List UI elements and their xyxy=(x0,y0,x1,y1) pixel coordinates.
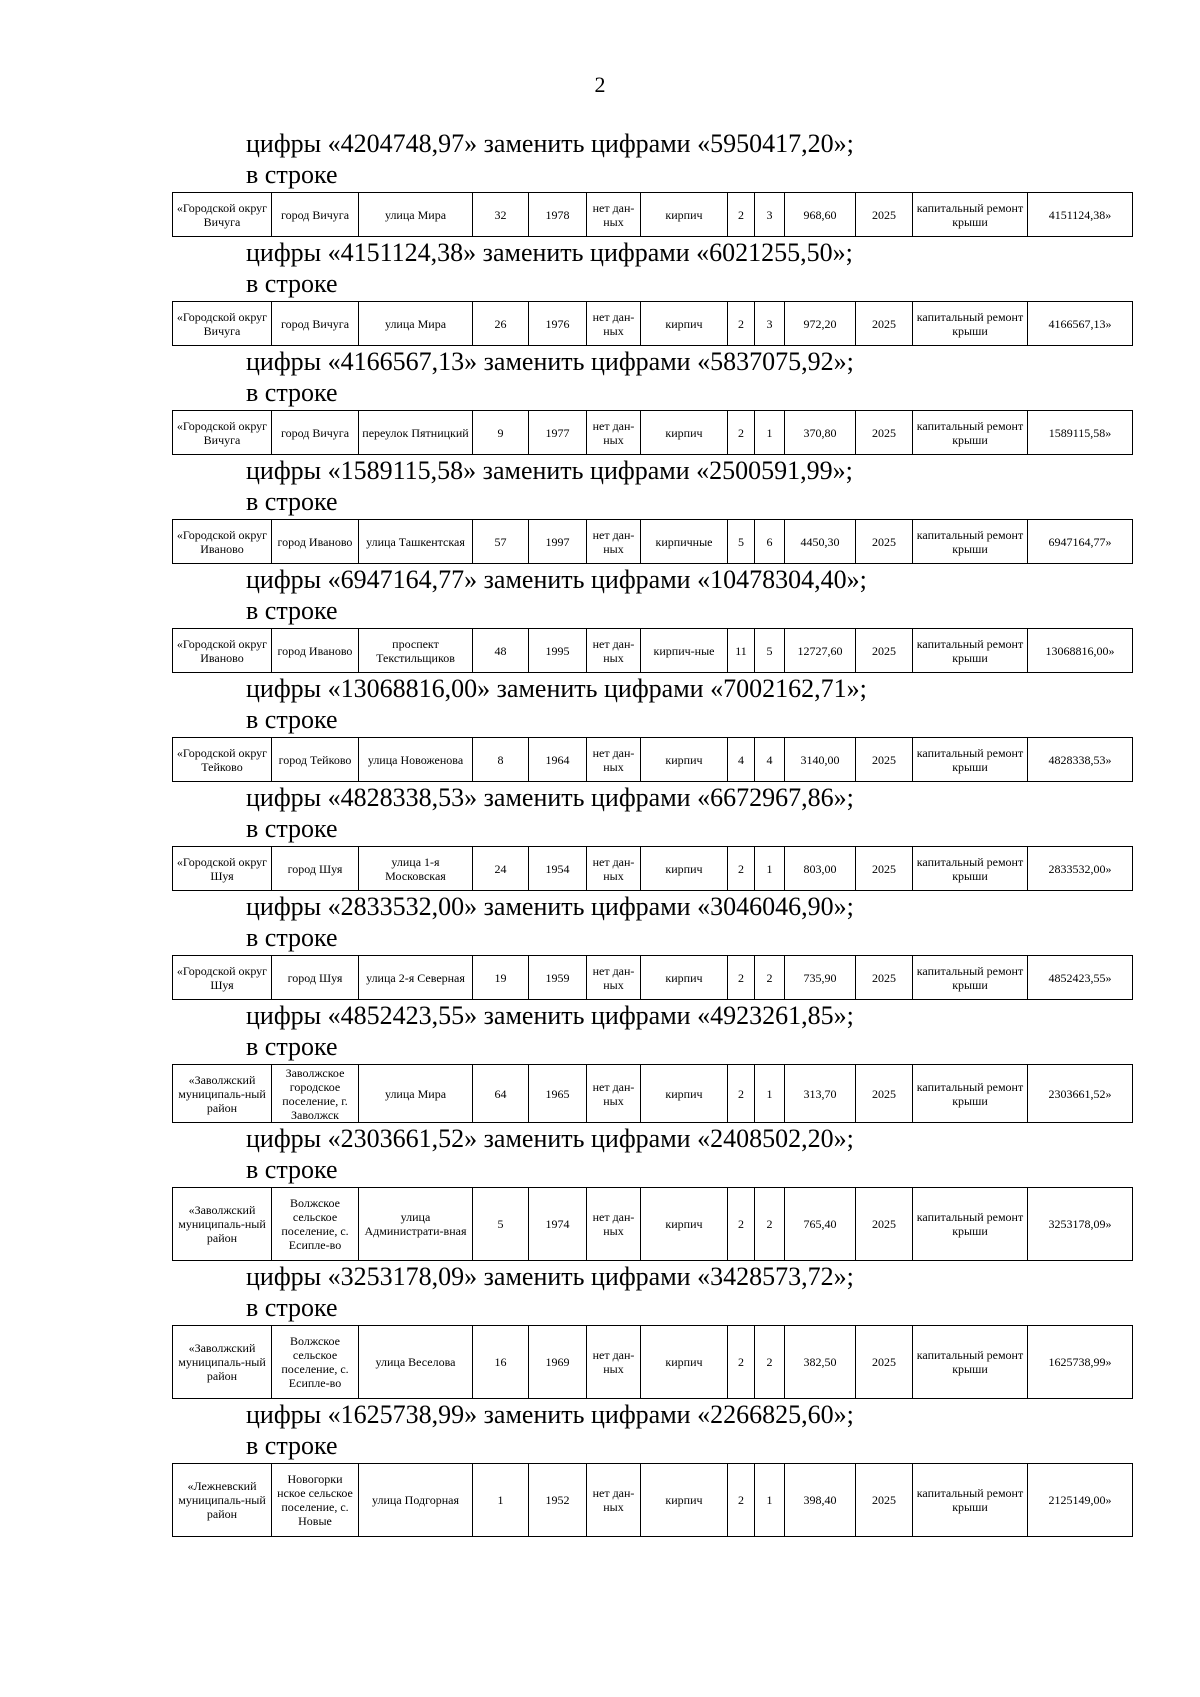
table-row xyxy=(173,193,1133,237)
entrances-cell: 1 xyxy=(755,411,785,455)
entrances-cell: 6 xyxy=(755,520,785,564)
year-built-cell: 1952 xyxy=(529,1464,587,1537)
last-repair-cell: нет дан-ных xyxy=(587,1326,641,1399)
municipality-cell: «Городской округ Шуя xyxy=(173,956,272,1000)
last-repair-cell: нет дан-ных xyxy=(587,411,641,455)
cost-cell: 6947164,77» xyxy=(1028,520,1133,564)
wall-material-cell: кирпич xyxy=(641,302,728,346)
house-row-table xyxy=(172,1187,1133,1261)
street-cell: улица Веселова xyxy=(359,1326,473,1399)
work-type-cell: капитальный ремонт крыши xyxy=(913,847,1028,891)
last-repair-cell: нет дан-ных xyxy=(587,302,641,346)
work-type-cell: капитальный ремонт крыши xyxy=(913,520,1028,564)
house-number-cell: 19 xyxy=(473,956,529,1000)
area-cell: 12727,60 xyxy=(785,629,856,673)
cost-cell: 2125149,00» xyxy=(1028,1464,1133,1537)
last-repair-cell: нет дан-ных xyxy=(587,193,641,237)
work-type-cell: капитальный ремонт крыши xyxy=(913,738,1028,782)
in-row-line: в строке xyxy=(246,596,338,625)
entrances-cell: 3 xyxy=(755,193,785,237)
house-row-table xyxy=(172,192,1133,237)
page-number: 2 xyxy=(594,72,606,97)
street-cell: улица Новоженова xyxy=(359,738,473,782)
document-body xyxy=(0,128,1200,1537)
replacement-line: цифры «1625738,99» заменить цифрами «2266825,60»; xyxy=(246,1400,854,1429)
wall-material-cell: кирпич xyxy=(641,1326,728,1399)
entrances-cell: 2 xyxy=(755,1188,785,1261)
table-row xyxy=(173,411,1133,455)
work-type-cell: капитальный ремонт крыши xyxy=(913,629,1028,673)
house-number-cell: 16 xyxy=(473,1326,529,1399)
replacement-line: цифры «2303661,52» заменить цифрами «2408502,20»; xyxy=(246,1124,854,1153)
street-cell: улица Ташкентская xyxy=(359,520,473,564)
municipality-cell: «Городской округ Иваново xyxy=(173,520,272,564)
floors-cell: 2 xyxy=(728,1326,755,1399)
year-built-cell: 1969 xyxy=(529,1326,587,1399)
area-cell: 765,40 xyxy=(785,1188,856,1261)
cost-cell: 1589115,58» xyxy=(1028,411,1133,455)
repair-year-cell: 2025 xyxy=(856,520,913,564)
settlement-cell: Новогорки нское сельское поселение, с. Новые xyxy=(272,1464,359,1537)
last-repair-cell: нет дан-ных xyxy=(587,738,641,782)
area-cell: 735,90 xyxy=(785,956,856,1000)
area-cell: 382,50 xyxy=(785,1326,856,1399)
work-type-cell: капитальный ремонт крыши xyxy=(913,1464,1028,1537)
municipality-cell: «Городской округ Иваново xyxy=(173,629,272,673)
table-row xyxy=(173,1464,1133,1537)
wall-material-cell: кирпичные xyxy=(641,520,728,564)
work-type-cell: капитальный ремонт крыши xyxy=(913,302,1028,346)
area-cell: 972,20 xyxy=(785,302,856,346)
in-row-line: в строке xyxy=(246,160,338,189)
last-repair-cell: нет дан-ных xyxy=(587,629,641,673)
in-row-line: в строке xyxy=(246,1032,338,1061)
repair-year-cell: 2025 xyxy=(856,629,913,673)
floors-cell: 4 xyxy=(728,738,755,782)
municipality-cell: «Лежневский муниципаль-ный район xyxy=(173,1464,272,1537)
wall-material-cell: кирпич xyxy=(641,411,728,455)
in-row-line: в строке xyxy=(246,487,338,516)
last-repair-cell: нет дан-ных xyxy=(587,1065,641,1123)
house-number-cell: 48 xyxy=(473,629,529,673)
table-row xyxy=(173,520,1133,564)
year-built-cell: 1954 xyxy=(529,847,587,891)
house-row-table xyxy=(172,301,1133,346)
in-row-line: в строке xyxy=(246,705,338,734)
in-row-line: в строке xyxy=(246,269,338,298)
cost-cell: 3253178,09» xyxy=(1028,1188,1133,1261)
floors-cell: 2 xyxy=(728,1464,755,1537)
area-cell: 370,80 xyxy=(785,411,856,455)
floors-cell: 5 xyxy=(728,520,755,564)
cost-cell: 4828338,53» xyxy=(1028,738,1133,782)
municipality-cell: «Городской округ Вичуга xyxy=(173,193,272,237)
cost-cell: 4166567,13» xyxy=(1028,302,1133,346)
floors-cell: 2 xyxy=(728,302,755,346)
municipality-cell: «Заволжский муниципаль-ный район xyxy=(173,1065,272,1123)
cost-cell: 2303661,52» xyxy=(1028,1065,1133,1123)
house-number-cell: 64 xyxy=(473,1065,529,1123)
repair-year-cell: 2025 xyxy=(856,956,913,1000)
house-number-cell: 57 xyxy=(473,520,529,564)
amendment-blocks xyxy=(0,192,1200,1537)
floors-cell: 11 xyxy=(728,629,755,673)
wall-material-cell: кирпич xyxy=(641,738,728,782)
in-row-line: в строке xyxy=(246,923,338,952)
repair-year-cell: 2025 xyxy=(856,193,913,237)
table-row xyxy=(173,847,1133,891)
street-cell: улица 1-я Московская xyxy=(359,847,473,891)
street-cell: улица Администрати-вная xyxy=(359,1188,473,1261)
entrances-cell: 2 xyxy=(755,956,785,1000)
area-cell: 3140,00 xyxy=(785,738,856,782)
wall-material-cell: кирпич xyxy=(641,847,728,891)
repair-year-cell: 2025 xyxy=(856,1464,913,1537)
floors-cell: 2 xyxy=(728,956,755,1000)
entrances-cell: 1 xyxy=(755,1065,785,1123)
entrances-cell: 1 xyxy=(755,847,785,891)
house-number-cell: 24 xyxy=(473,847,529,891)
year-built-cell: 1997 xyxy=(529,520,587,564)
settlement-cell: город Шуя xyxy=(272,956,359,1000)
repair-year-cell: 2025 xyxy=(856,738,913,782)
replacement-line: цифры «3253178,09» заменить цифрами «3428573,72»; xyxy=(246,1262,854,1291)
house-row-table xyxy=(172,410,1133,455)
street-cell: проспект Текстильщиков xyxy=(359,629,473,673)
settlement-cell: город Вичуга xyxy=(272,411,359,455)
last-repair-cell: нет дан-ных xyxy=(587,520,641,564)
floors-cell: 2 xyxy=(728,1188,755,1261)
area-cell: 4450,30 xyxy=(785,520,856,564)
year-built-cell: 1976 xyxy=(529,302,587,346)
replacement-line: цифры «1589115,58» заменить цифрами «2500591,99»; xyxy=(246,456,853,485)
repair-year-cell: 2025 xyxy=(856,1326,913,1399)
last-repair-cell: нет дан-ных xyxy=(587,956,641,1000)
floors-cell: 2 xyxy=(728,847,755,891)
repair-year-cell: 2025 xyxy=(856,411,913,455)
entrances-cell: 2 xyxy=(755,1326,785,1399)
municipality-cell: «Городской округ Шуя xyxy=(173,847,272,891)
in-row-line: в строке xyxy=(246,1155,338,1184)
house-row-table xyxy=(172,955,1133,1000)
repair-year-cell: 2025 xyxy=(856,1065,913,1123)
house-row-table xyxy=(172,1325,1133,1399)
wall-material-cell: кирпич xyxy=(641,1464,728,1537)
wall-material-cell: кирпич-ные xyxy=(641,629,728,673)
table-row xyxy=(173,1326,1133,1399)
cost-cell: 1625738,99» xyxy=(1028,1326,1133,1399)
work-type-cell: капитальный ремонт крыши xyxy=(913,1188,1028,1261)
street-cell: улица Мира xyxy=(359,302,473,346)
cost-cell: 2833532,00» xyxy=(1028,847,1133,891)
area-cell: 313,70 xyxy=(785,1065,856,1123)
replacement-line: цифры «4828338,53» заменить цифрами «6672967,86»; xyxy=(246,783,854,812)
work-type-cell: капитальный ремонт крыши xyxy=(913,1065,1028,1123)
house-number-cell: 1 xyxy=(473,1464,529,1537)
cost-cell: 4151124,38» xyxy=(1028,193,1133,237)
area-cell: 398,40 xyxy=(785,1464,856,1537)
settlement-cell: город Вичуга xyxy=(272,193,359,237)
table-row xyxy=(173,956,1133,1000)
last-repair-cell: нет дан-ных xyxy=(587,1188,641,1261)
repair-year-cell: 2025 xyxy=(856,847,913,891)
house-number-cell: 8 xyxy=(473,738,529,782)
street-cell: улица 2-я Северная xyxy=(359,956,473,1000)
replacement-line: цифры «4204748,97» заменить цифрами «5950417,20»; xyxy=(246,129,854,158)
house-number-cell: 32 xyxy=(473,193,529,237)
floors-cell: 2 xyxy=(728,193,755,237)
house-row-table xyxy=(172,1463,1133,1537)
house-number-cell: 9 xyxy=(473,411,529,455)
replacement-line: цифры «4151124,38» заменить цифрами «6021255,50»; xyxy=(246,238,853,267)
house-number-cell: 26 xyxy=(473,302,529,346)
street-cell: улица Подгорная xyxy=(359,1464,473,1537)
house-row-table xyxy=(172,737,1133,782)
settlement-cell: Волжское сельское поселение, с. Есипле-во xyxy=(272,1188,359,1261)
municipality-cell: «Городской округ Вичуга xyxy=(173,411,272,455)
municipality-cell: «Заволжский муниципаль-ный район xyxy=(173,1188,272,1261)
settlement-cell: город Иваново xyxy=(272,629,359,673)
entrances-cell: 4 xyxy=(755,738,785,782)
settlement-cell: город Вичуга xyxy=(272,302,359,346)
year-built-cell: 1978 xyxy=(529,193,587,237)
floors-cell: 2 xyxy=(728,1065,755,1123)
settlement-cell: город Шуя xyxy=(272,847,359,891)
work-type-cell: капитальный ремонт крыши xyxy=(913,411,1028,455)
house-row-table xyxy=(172,519,1133,564)
wall-material-cell: кирпич xyxy=(641,193,728,237)
in-row-line: в строке xyxy=(246,1293,338,1322)
house-number-cell: 5 xyxy=(473,1188,529,1261)
table-row xyxy=(173,302,1133,346)
area-cell: 803,00 xyxy=(785,847,856,891)
replacement-line: цифры «6947164,77» заменить цифрами «10478304,40»; xyxy=(246,565,867,594)
settlement-cell: Заволжское городское поселение, г. Заволжск xyxy=(272,1065,359,1123)
street-cell: улица Мира xyxy=(359,1065,473,1123)
work-type-cell: капитальный ремонт крыши xyxy=(913,956,1028,1000)
wall-material-cell: кирпич xyxy=(641,1065,728,1123)
floors-cell: 2 xyxy=(728,411,755,455)
municipality-cell: «Городской округ Вичуга xyxy=(173,302,272,346)
year-built-cell: 1977 xyxy=(529,411,587,455)
house-row-table xyxy=(172,846,1133,891)
cost-cell: 13068816,00» xyxy=(1028,629,1133,673)
street-cell: улица Мира xyxy=(359,193,473,237)
replacement-line: цифры «4166567,13» заменить цифрами «5837075,92»; xyxy=(246,347,854,376)
replacement-line: цифры «13068816,00» заменить цифрами «7002162,71»; xyxy=(246,674,867,703)
year-built-cell: 1995 xyxy=(529,629,587,673)
house-row-table xyxy=(172,628,1133,673)
work-type-cell: капитальный ремонт крыши xyxy=(913,1326,1028,1399)
replacement-line: цифры «4852423,55» заменить цифрами «4923261,85»; xyxy=(246,1001,854,1030)
replacement-line: цифры «2833532,00» заменить цифрами «3046046,90»; xyxy=(246,892,854,921)
cost-cell: 4852423,55» xyxy=(1028,956,1133,1000)
wall-material-cell: кирпич xyxy=(641,956,728,1000)
municipality-cell: «Городской округ Тейково xyxy=(173,738,272,782)
entrances-cell: 3 xyxy=(755,302,785,346)
year-built-cell: 1974 xyxy=(529,1188,587,1261)
in-row-line: в строке xyxy=(246,1431,338,1460)
area-cell: 968,60 xyxy=(785,193,856,237)
work-type-cell: капитальный ремонт крыши xyxy=(913,193,1028,237)
repair-year-cell: 2025 xyxy=(856,1188,913,1261)
table-row xyxy=(173,629,1133,673)
in-row-line: в строке xyxy=(246,814,338,843)
repair-year-cell: 2025 xyxy=(856,302,913,346)
in-row-line: в строке xyxy=(246,378,338,407)
entrances-cell: 1 xyxy=(755,1464,785,1537)
house-row-table xyxy=(172,1064,1133,1123)
table-row xyxy=(173,1188,1133,1261)
table-row xyxy=(173,738,1133,782)
street-cell: переулок Пятницкий xyxy=(359,411,473,455)
last-repair-cell: нет дан-ных xyxy=(587,847,641,891)
wall-material-cell: кирпич xyxy=(641,1188,728,1261)
settlement-cell: Волжское сельское поселение, с. Есипле-во xyxy=(272,1326,359,1399)
year-built-cell: 1959 xyxy=(529,956,587,1000)
municipality-cell: «Заволжский муниципаль-ный район xyxy=(173,1326,272,1399)
settlement-cell: город Иваново xyxy=(272,520,359,564)
table-row xyxy=(173,1065,1133,1123)
year-built-cell: 1965 xyxy=(529,1065,587,1123)
last-repair-cell: нет дан-ных xyxy=(587,1464,641,1537)
entrances-cell: 5 xyxy=(755,629,785,673)
settlement-cell: город Тейково xyxy=(272,738,359,782)
year-built-cell: 1964 xyxy=(529,738,587,782)
